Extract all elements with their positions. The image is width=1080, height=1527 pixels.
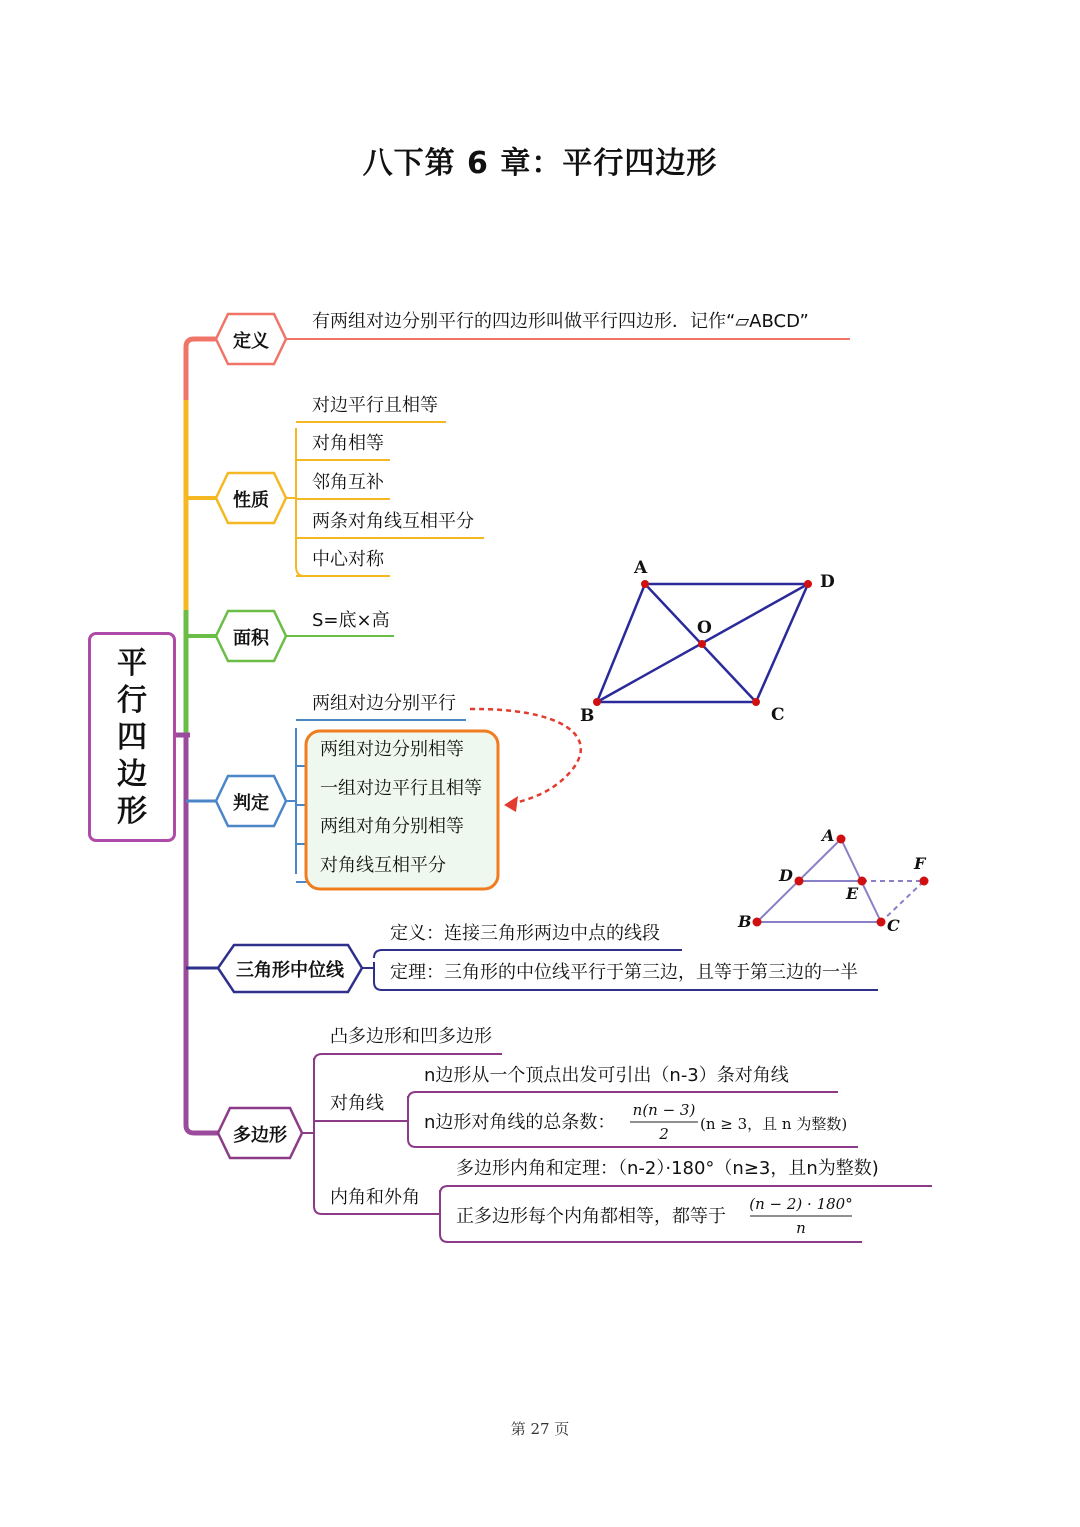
midline-definition: 定义：连接三角形两边中点的线段 — [390, 923, 660, 944]
node-polygon: 多边形 — [233, 1125, 287, 1146]
judgement-item: 两组对边分别相等 — [320, 739, 464, 760]
diagonal-item-2: n边形对角线的总条数： — [424, 1112, 616, 1133]
prop-line-4-corner — [296, 566, 304, 576]
judgement-item: 一组对边平行且相等 — [320, 778, 482, 799]
para-label-d: D — [820, 572, 835, 592]
angle-item-2: 正多边形每个内角都相等，都等于 — [456, 1206, 726, 1227]
tri-label-a: A — [822, 826, 835, 845]
diagonal-frac-den: 2 — [659, 1125, 669, 1143]
polygon-diagonal-label: 对角线 — [330, 1093, 384, 1114]
root-char: 四 — [117, 720, 147, 755]
root-char: 行 — [117, 683, 147, 718]
tri-label-b: B — [738, 912, 752, 931]
arrow-head — [504, 796, 518, 812]
page-number: 第 27 页 — [510, 1420, 570, 1438]
para-label-b: B — [580, 706, 595, 726]
tri-label-e: E — [846, 884, 859, 903]
polygon-convex: 凸多边形和凹多边形 — [330, 1026, 492, 1047]
area-formula: S=底×高 — [312, 610, 390, 631]
polygon-angle-label: 内角和外角 — [330, 1187, 420, 1208]
property-item: 邻角互补 — [312, 472, 384, 493]
root-char: 形 — [117, 794, 147, 829]
property-item: 对角相等 — [312, 433, 384, 454]
diagonal-frac-num: n(n − 3) — [632, 1101, 696, 1119]
para-label-c: C — [771, 705, 785, 725]
judgement-item: 两组对角分别相等 — [320, 816, 464, 837]
node-area: 面积 — [233, 628, 269, 649]
diagonal-item-1: n边形从一个顶点出发可引出（n-3）条对角线 — [424, 1065, 789, 1086]
property-item: 对边平行且相等 — [312, 395, 438, 416]
diagonal-condition: (n ≥ 3，且 n 为整数) — [700, 1115, 848, 1133]
property-item: 中心对称 — [312, 549, 384, 570]
root-node — [88, 645, 176, 830]
node-judgement: 判定 — [233, 793, 269, 814]
property-item: 两条对角线互相平分 — [312, 511, 474, 532]
page-title: 八下第 6 章：平行四边形 — [362, 146, 718, 181]
node-properties: 性质 — [233, 490, 269, 511]
trunk-lower — [186, 735, 218, 1133]
definition-text: 有两组对边分别平行的四边形叫做平行四边形．记作“▱ABCD” — [312, 311, 809, 332]
para-label-o: O — [697, 618, 712, 638]
root-char: 边 — [117, 757, 147, 792]
node-definition: 定义 — [233, 331, 269, 352]
trunk-def — [186, 339, 218, 735]
tri-label-d: D — [779, 866, 793, 885]
tri-label-c: C — [887, 916, 900, 935]
angle-frac-den: n — [796, 1219, 806, 1237]
angle-item-1: 多边形内角和定理：（n-2）·180°（n≥3，且n为整数) — [456, 1158, 879, 1179]
root-char: 平 — [117, 646, 147, 681]
midline-theorem: 定理：三角形的中位线平行于第三边，且等于第三边的一半 — [390, 962, 858, 983]
node-midline: 三角形中位线 — [236, 960, 344, 981]
parallelogram-figure — [593, 580, 812, 706]
tri-label-f: F — [914, 854, 926, 873]
judgement-item: 对角线互相平分 — [320, 855, 446, 876]
para-label-a: A — [634, 558, 648, 578]
judgement-item: 两组对边分别平行 — [312, 693, 456, 714]
angle-frac-num: (n − 2) · 180° — [749, 1195, 853, 1213]
